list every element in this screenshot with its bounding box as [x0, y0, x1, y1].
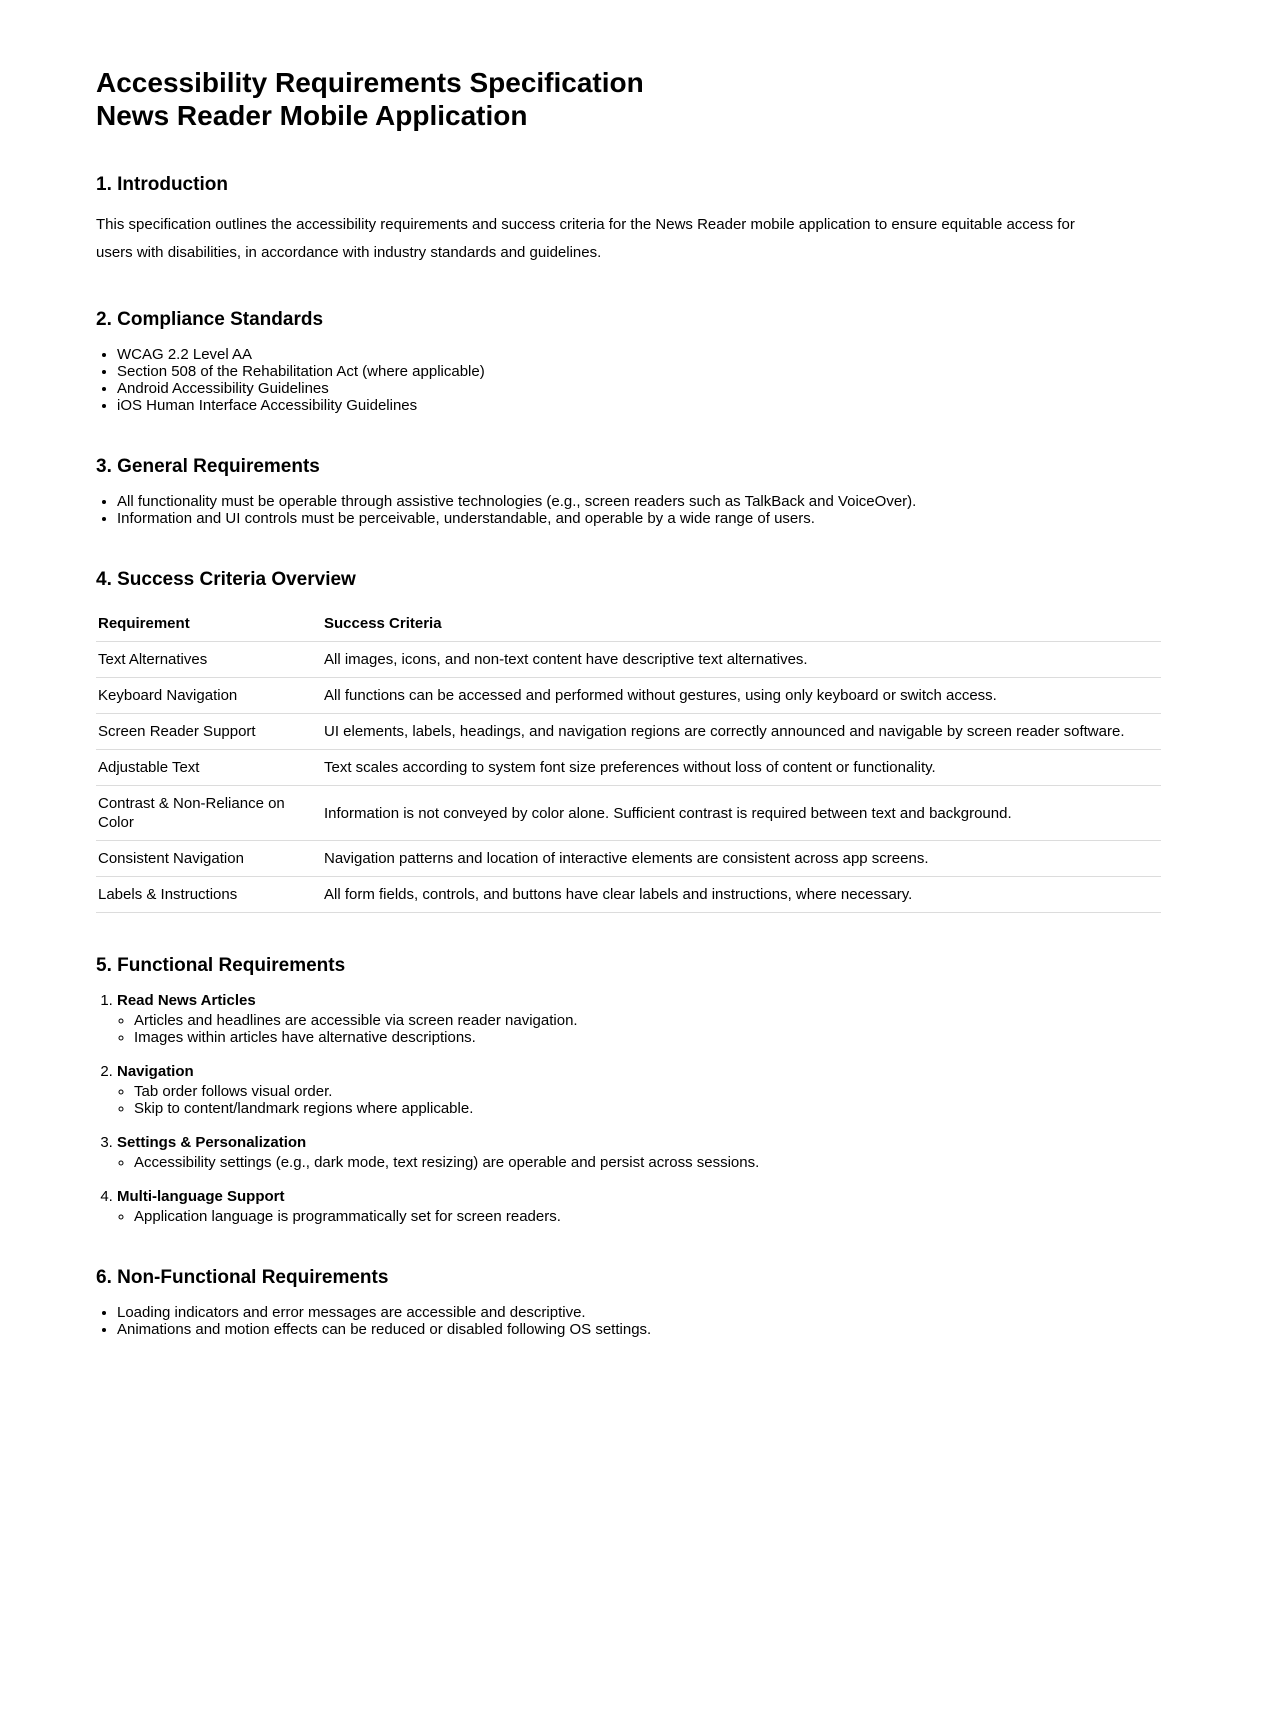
- functional-sub-list: [117, 1012, 1167, 1046]
- table-row: [96, 786, 1161, 841]
- cell-requirement: Adjustable Text: [96, 750, 322, 786]
- functional-sub-list: [117, 1083, 1167, 1117]
- functional-list-item: [117, 1188, 1167, 1225]
- functional-list-item: [117, 1134, 1167, 1171]
- functional-sub-list: [117, 1208, 1167, 1225]
- column-header-success-criteria: Success Criteria: [322, 606, 1161, 642]
- functional-sub-list-item: ◦ Application language is programmatically set for screen readers.: [134, 1208, 1167, 1225]
- functional-sub-list: [117, 1154, 1167, 1171]
- compliance-list-item: • Android Accessibility Guidelines: [117, 380, 1167, 397]
- compliance-list-item: • WCAG 2.2 Level AA: [117, 346, 1167, 363]
- table-header-row: [96, 606, 1161, 642]
- cell-success-criteria: Information is not conveyed by color alone. Sufficient contrast is required between text and background.: [322, 786, 1161, 841]
- table-row: [96, 642, 1161, 678]
- non-functional-heading: 6. Non-Functional Requirements: [96, 1267, 389, 1288]
- functional-sub-list-item: ◦ Accessibility settings (e.g., dark mode, text resizing) are operable and persist across sessions.: [134, 1154, 1167, 1171]
- success-criteria-table: [96, 606, 1161, 913]
- success-criteria-table-head: [96, 606, 1161, 642]
- cell-success-criteria: All functions can be accessed and performed without gestures, using only keyboard or switch access.: [322, 678, 1161, 714]
- functional-list-item: [117, 992, 1167, 1046]
- section-introduction: [96, 174, 1167, 267]
- functional-sub-list-item: ◦ Articles and headlines are accessible via screen reader navigation.: [134, 1012, 1167, 1029]
- functional-heading: 5. Functional Requirements: [96, 955, 346, 976]
- table-row: [96, 841, 1161, 877]
- functional-item-title: Multi-language Support: [117, 1188, 285, 1205]
- functional-list: [96, 992, 1167, 1225]
- document-title-line1: Accessibility Requirements Specification: [96, 67, 644, 98]
- section-non-functional-requirements: [96, 1267, 1167, 1338]
- introduction-paragraph: This specification outlines the accessibility requirements and success criteria for the News Reader mobile application to ensure equitable access for users with disabilities, in accordance with industry standards and guidelines.: [96, 216, 1075, 261]
- cell-requirement: Text Alternatives: [96, 642, 322, 678]
- success-criteria-heading: 4. Success Criteria Overview: [96, 569, 356, 590]
- general-heading: 3. General Requirements: [96, 456, 320, 477]
- non-functional-list-item: • Animations and motion effects can be reduced or disabled following OS settings.: [117, 1321, 1167, 1338]
- section-success-criteria: [96, 569, 1167, 913]
- column-header-requirement: Requirement: [96, 606, 322, 642]
- cell-requirement: Keyboard Navigation: [96, 678, 322, 714]
- cell-success-criteria: Navigation patterns and location of interactive elements are consistent across app screens.: [322, 841, 1161, 877]
- functional-sub-list-item: ◦ Skip to content/landmark regions where applicable.: [134, 1100, 1167, 1117]
- non-functional-list-item: • Loading indicators and error messages are accessible and descriptive.: [117, 1304, 1167, 1321]
- success-criteria-table-body: [96, 642, 1161, 913]
- cell-success-criteria: UI elements, labels, headings, and navigation regions are correctly announced and navigable by screen reader software.: [322, 714, 1161, 750]
- section-compliance-standards: [96, 309, 1167, 414]
- document-title-line2: News Reader Mobile Application: [96, 100, 528, 131]
- document-title: [96, 66, 1167, 132]
- general-list-item: • All functionality must be operable through assistive technologies (e.g., screen readers such as TalkBack and VoiceOver).: [117, 493, 1167, 510]
- functional-item-title: Read News Articles: [117, 992, 256, 1009]
- functional-sub-list-item: ◦ Tab order follows visual order.: [134, 1083, 1167, 1100]
- general-list: [96, 493, 1167, 527]
- table-row: [96, 714, 1161, 750]
- cell-requirement: Contrast & Non-Reliance on Color: [96, 786, 322, 841]
- cell-requirement: Consistent Navigation: [96, 841, 322, 877]
- compliance-heading: 2. Compliance Standards: [96, 309, 324, 330]
- compliance-list: [96, 346, 1167, 414]
- non-functional-list: [96, 1304, 1167, 1338]
- compliance-list-item: • iOS Human Interface Accessibility Guidelines: [117, 397, 1167, 414]
- table-row: [96, 877, 1161, 913]
- functional-item-title: Settings & Personalization: [117, 1134, 307, 1151]
- functional-sub-list-item: ◦ Images within articles have alternative descriptions.: [134, 1029, 1167, 1046]
- introduction-heading: 1. Introduction: [96, 174, 228, 195]
- general-list-item: • Information and UI controls must be perceivable, understandable, and operable by a wide range of users.: [117, 510, 1167, 527]
- table-row: [96, 750, 1161, 786]
- cell-success-criteria: All form fields, controls, and buttons have clear labels and instructions, where necessary.: [322, 877, 1161, 913]
- cell-success-criteria: All images, icons, and non-text content have descriptive text alternatives.: [322, 642, 1161, 678]
- section-functional-requirements: [96, 955, 1167, 1225]
- cell-success-criteria: Text scales according to system font size preferences without loss of content or functionality.: [322, 750, 1161, 786]
- cell-requirement: Labels & Instructions: [96, 877, 322, 913]
- section-general-requirements: [96, 456, 1167, 527]
- functional-item-title: Navigation: [117, 1063, 194, 1080]
- functional-list-item: [117, 1063, 1167, 1117]
- cell-requirement: Screen Reader Support: [96, 714, 322, 750]
- table-row: [96, 678, 1161, 714]
- compliance-list-item: • Section 508 of the Rehabilitation Act (where applicable): [117, 363, 1167, 380]
